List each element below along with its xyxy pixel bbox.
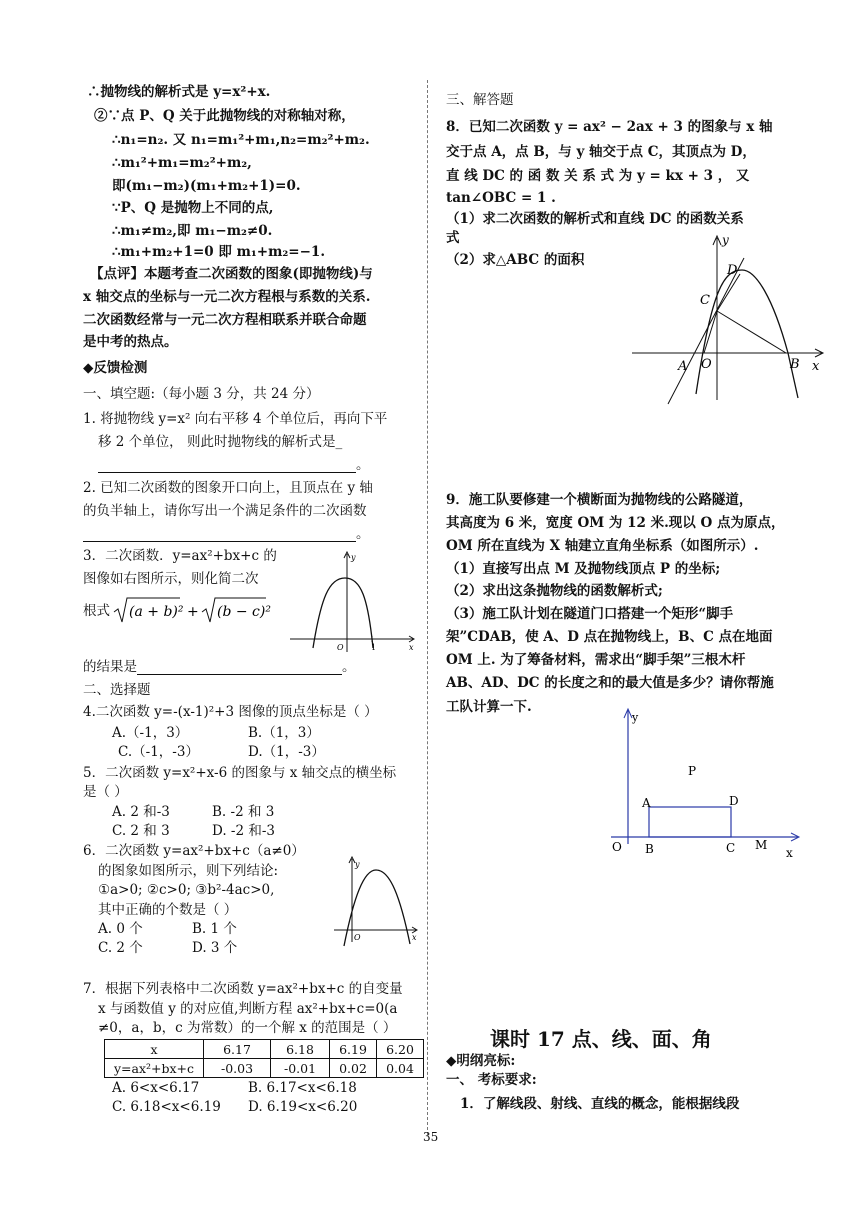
- q9-line-i: AB、AD、DC 的长度之和的最大值是多少？请你帮施: [446, 675, 774, 691]
- q3-radical-1: (a + b)²: [129, 604, 184, 620]
- q5-option-d: D. -2 和-3: [212, 823, 276, 839]
- q9-line-h: OM 上. 为了筹备材料，需求出“脚手架”三根木杆: [446, 652, 746, 668]
- table-cell: 6.17: [204, 1040, 271, 1059]
- q3-line-a: 3．二次函数．y=ax²+bx+c 的: [83, 548, 277, 564]
- q3-line-c: 根式: [83, 603, 110, 619]
- q9-figure: [605, 706, 805, 858]
- q9-x-label: x: [786, 846, 793, 860]
- line-2: ②∵点 P、Q 关于此抛物线的对称轴对称，: [94, 108, 355, 124]
- q7-stem-b: x 与函数值 y 的对应值,判断方程 ax²+bx+c=0(a: [98, 1001, 398, 1017]
- q9-line-b: 其高度为 6 米，宽度 OM 为 12 米.现以 O 点为原点，: [446, 515, 785, 531]
- q8-label-o: O: [701, 357, 712, 372]
- q7-stem-c: ≠0，a，b，c 为常数）的一个解 x 的范围是（ ）: [98, 1020, 397, 1036]
- q8-line-g: （2）求△ABC 的面积: [446, 252, 585, 268]
- q1-line-a: 1. 将抛物线 y=x² 向右平移 4 个单位后，再向下平: [83, 411, 388, 427]
- lesson-title: 课时 17 点、线、面、角: [490, 1027, 712, 1051]
- q6-stem-d: 其中正确的个数是（ ）: [98, 902, 238, 918]
- q9-line-c: OM 所在直线为 X 轴建立直角坐标系（如图所示）.: [446, 538, 759, 554]
- q4-option-a: A.（-1，3）: [112, 725, 189, 741]
- q8-line-b: 交于点 A，点 B，与 y 轴交于点 C，其顶点为 D，: [446, 144, 756, 160]
- table-cell: y=ax²+bx+c: [105, 1059, 204, 1078]
- comment-2: x 轴交点的坐标与一元二次方程根与系数的关系.: [83, 289, 371, 305]
- q3-line-d: [83, 661, 356, 675]
- comment-4: 是中考的热点。: [83, 334, 178, 350]
- q9-label-b: B: [645, 842, 654, 856]
- q2-period: 。: [356, 526, 370, 542]
- q2-answer-line: [83, 528, 370, 542]
- q2-line-a: 2. 已知二次函数的图象开口向上，且顶点在 y 轴: [83, 480, 373, 496]
- q6-option-a: A. 0 个: [98, 921, 143, 937]
- value-table: [104, 1039, 424, 1078]
- column-divider: [427, 80, 428, 1135]
- q1-line-b: 移 2 个单位， 则此时抛物线的解析式是_: [98, 434, 343, 450]
- q3-line-b: 图像如右图所示，则化简二次: [83, 571, 259, 587]
- q5-option-c: C. 2 和 3: [112, 823, 170, 839]
- q6-y-label: y: [355, 860, 360, 869]
- q9-line-g: 架”CDAB，使 A、D 点在抛物线上，B、C 点在地面: [446, 629, 773, 645]
- page-number: 35: [423, 1130, 439, 1144]
- q9-label-d: D: [729, 794, 739, 808]
- q4-option-c: C.（-1，-3）: [118, 744, 199, 760]
- line-1: ∴抛物线的解析式是 y=x²+x.: [87, 84, 271, 100]
- line-6: ∵P、Q 是抛物上不同的点,: [112, 200, 274, 216]
- q6-x-label: x: [412, 933, 417, 942]
- q9-label-m: M: [755, 838, 768, 852]
- table-cell: 6.19: [330, 1040, 377, 1059]
- q9-line-f: （3）施工队计划在隧道门口搭建一个矩形“脚手: [446, 606, 734, 622]
- q1-period: 。: [356, 457, 370, 473]
- q8-y-label: y: [722, 233, 729, 247]
- exam-requirements-heading: 一、 考标要求:: [446, 1072, 537, 1088]
- q6-stem-c: ①a>0; ②c>0; ③b²-4ac>0,: [98, 882, 275, 898]
- q3-one-label: 1: [371, 643, 377, 652]
- q9-line-j: 工队计算一下.: [446, 699, 532, 715]
- table-row: [105, 1040, 424, 1059]
- table-cell: -0.03: [204, 1059, 271, 1078]
- requirement-item-1: 1．了解线段、射线、直线的概念，能根据线段: [460, 1096, 740, 1112]
- q3-radical-2: (b − c)²: [217, 604, 271, 620]
- q8-label-a: A: [678, 359, 688, 374]
- line-4: ∴m₁²+m₁=m₂²+m₂,: [112, 155, 252, 171]
- q5-stem-b: 是（ ）: [83, 784, 128, 800]
- q6-stem-a: 6．二次函数 y=ax²+bx+c（a≠0）: [83, 843, 305, 859]
- line-8: ∴m₁+m₂+1=0 即 m₁+m₂=−1.: [112, 244, 326, 260]
- q8-line-f: 式: [446, 230, 460, 246]
- q3-parabola-figure: [285, 548, 420, 656]
- q9-y-label: y: [632, 711, 639, 724]
- q4-stem: 4.二次函数 y=-(x-1)²+3 图像的顶点坐标是（ ）: [83, 704, 378, 720]
- q6-option-b: B. 1 个: [192, 921, 237, 937]
- line-3: ∴n₁=n₂. 又 n₁=m₁²+m₁,n₂=m₂²+m₂.: [112, 132, 370, 148]
- q6-option-c: C. 2 个: [98, 940, 143, 956]
- outline-heading: ◆明纲亮标:: [446, 1053, 516, 1069]
- q8-line-d: tan∠OBC = 1 .: [446, 190, 556, 206]
- section-answer: 三、解答题: [446, 92, 514, 108]
- comment-1: 【点评】本题考查二次函数的图象(即抛物线)与: [90, 266, 373, 282]
- q3-plus: +: [187, 604, 199, 620]
- table-row: [105, 1059, 424, 1078]
- q4-option-d: D.（1，-3）: [248, 744, 325, 760]
- q9-label-o: O: [612, 840, 622, 854]
- q2-line-b: 的负半轴上，请你写出一个满足条件的二次函数: [83, 503, 367, 519]
- q5-option-a: A. 2 和-3: [112, 804, 170, 820]
- q8-label-c: C: [700, 293, 710, 308]
- q4-option-b: B.（1，3）: [248, 725, 320, 741]
- q9-label-c: C: [726, 841, 736, 855]
- q7-option-d: D. 6.19<x<6.20: [248, 1099, 358, 1115]
- q8-x-label: x: [812, 359, 820, 374]
- line-5: 即(m₁−m₂)(m₁+m₂+1)=0.: [112, 178, 301, 194]
- q3-result-label: 的结果是: [83, 659, 137, 675]
- table-cell: -0.01: [271, 1059, 330, 1078]
- q8-line-c: 直 线 DC 的 函 数 关 系 式 为 y = kx + 3 ， 又: [446, 168, 750, 184]
- q7-option-a: A. 6<x<6.17: [112, 1080, 200, 1096]
- q6-parabola-figure: [332, 856, 422, 948]
- q6-stem-b: 的图象如图所示，则下列结论:: [98, 863, 279, 879]
- q8-line-e: （1）求二次函数的解析式和直线 DC 的函数关系: [446, 211, 744, 227]
- q9-label-p: P: [688, 764, 697, 778]
- line-7: ∴m₁≠m₂,即 m₁−m₂≠0.: [112, 223, 273, 239]
- q3-radical-expression: [114, 596, 274, 626]
- q8-line-a: 8．已知二次函数 y = ax² − 2ax + 3 的图象与 x 轴: [446, 119, 773, 135]
- q3-period: 。: [342, 659, 356, 675]
- q9-line-e: （2）求出这条抛物线的函数解析式;: [446, 583, 663, 599]
- q9-label-a: A: [642, 796, 651, 810]
- table-cell: 0.04: [377, 1059, 424, 1078]
- comment-3: 二次函数经常与一元二次方程相联系并联合命题: [83, 312, 367, 328]
- section-choice: 二、选择题: [83, 682, 151, 698]
- q6-option-d: D. 3 个: [192, 940, 238, 956]
- feedback-heading: ◆反馈检测: [83, 360, 148, 376]
- q8-label-b: B: [790, 357, 800, 372]
- table-cell: x: [105, 1040, 204, 1059]
- q9-line-d: （1）直接写出点 M 及抛物线顶点 P 的坐标;: [446, 561, 721, 577]
- q3-origin-label: O: [337, 643, 344, 652]
- q7-option-b: B. 6.17<x<6.18: [248, 1080, 357, 1096]
- q5-stem-a: 5．二次函数 y=x²+x-6 的图象与 x 轴交点的横坐标: [83, 765, 397, 781]
- q5-option-b: B. -2 和 3: [212, 804, 275, 820]
- section-fill-blank: 一、填空题:（每小题 3 分，共 24 分）: [83, 386, 320, 402]
- q7-option-c: C. 6.18<x<6.19: [112, 1099, 221, 1115]
- q1-answer-line: [98, 459, 370, 473]
- q8-label-d: D: [727, 263, 738, 278]
- table-cell: 6.18: [271, 1040, 330, 1059]
- table-cell: 0.02: [330, 1059, 377, 1078]
- q7-stem-a: 7．根据下列表格中二次函数 y=ax²+bx+c 的自变量: [83, 981, 403, 997]
- q3-y-label: y: [351, 553, 356, 562]
- q6-origin-label: O: [354, 933, 361, 942]
- q9-line-a: 9．施工队要修建一个横断面为抛物线的公路隧道，: [446, 492, 753, 508]
- q3-x-label: x: [409, 643, 414, 652]
- table-cell: 6.20: [377, 1040, 424, 1059]
- q8-figure: [628, 228, 828, 404]
